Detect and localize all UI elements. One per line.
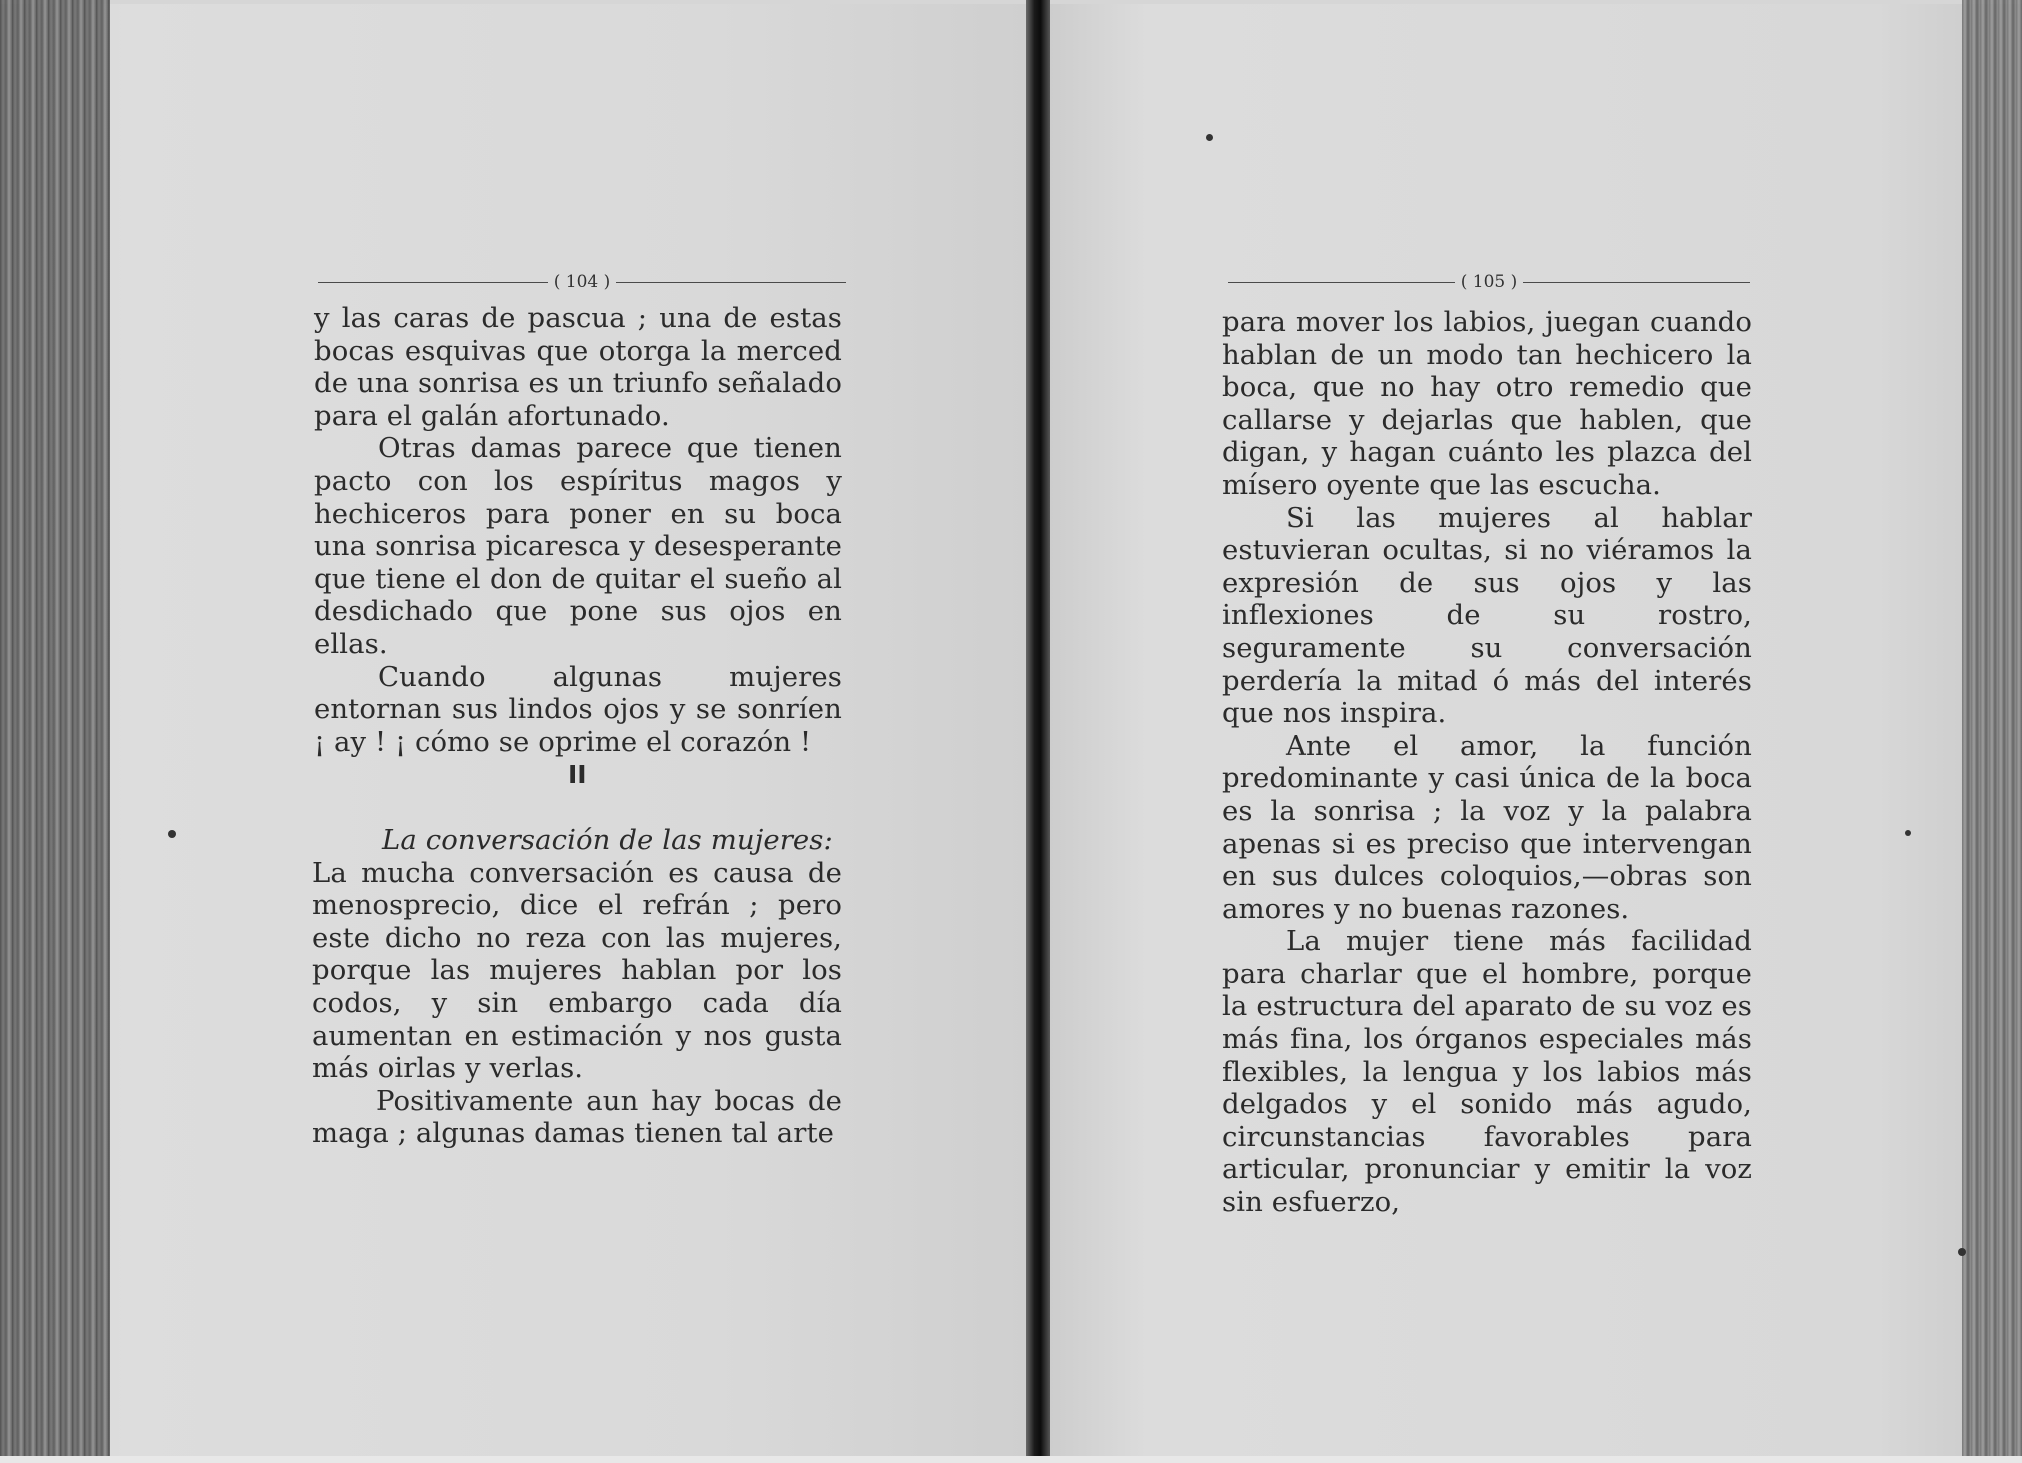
left-page-header: [318, 268, 846, 296]
left-page-section-body: [312, 824, 842, 1150]
header-rule: [1228, 282, 1455, 283]
right-page-header: [1228, 268, 1750, 296]
left-page-body: [314, 302, 842, 758]
page-number: ( 104 ): [553, 272, 611, 292]
book-gutter: [1026, 0, 1050, 1463]
paragraph: Ante el amor, la función predominante y casi única de la boca es la sonrisa ; la voz y la palabra apenas si es preciso que intervengan en sus dulces coloquios,—obras son amores y no buenas razones.: [1222, 729, 1752, 925]
paragraph: Si las mujeres al hablar estuvieran ocultas, si no viéramos la expresión de sus ojos y las inflexiones de su rostro, seguramente su conversación perdería la mitad ó más del interés que nos inspira.: [1222, 501, 1752, 730]
paragraph: Otras damas parece que tienen pacto con los espíritus magos y hechiceros para poner en su boca una sonrisa picaresca y desesperante que tiene el don de quitar el sueño al desdichado que pone sus ojos en ellas.: [314, 432, 842, 660]
bottom-margin: [0, 1456, 2022, 1463]
paragraph: Positivamente aun hay bocas de maga ; algunas damas tienen tal arte: [312, 1084, 842, 1150]
print-speck: [1905, 830, 1911, 836]
print-speck: [168, 830, 176, 838]
paragraph: La mujer tiene más facilidad para charlar que el hombre, porque la estructura del aparato de su voz es más fina, los órganos especiales más flexibles, la lengua y los labios más delgados y el sonido más agudo, circunstancias favorables para articular, pronunciar y emitir la voz sin esfuerzo,: [1222, 925, 1752, 1219]
right-page-body: [1222, 306, 1752, 1219]
left-page-edges: [0, 0, 110, 1463]
paragraph: para mover los labios, juegan cuando hablan de un modo tan hechicero la boca, que no hay otro remedio que callarse y dejarlas que hablen, que digan, y hagan cuánto les plazca del mísero oyente que las escucha.: [1222, 306, 1752, 501]
section-number: II: [568, 760, 587, 789]
section-title: La conversación de las mujeres:: [382, 824, 833, 856]
paragraph: Cuando algunas mujeres entornan sus lindos ojos y se sonríen ¡ ay ! ¡ cómo se oprime el corazón !: [314, 660, 842, 758]
right-page-edges: [1962, 0, 2022, 1463]
header-rule: [1523, 282, 1750, 283]
print-speck: [1958, 1248, 1966, 1256]
header-rule: [318, 282, 548, 283]
paragraph: La mucha conversación es causa de menosprecio, dice el refrán ; pero este dicho no reza con las mujeres, porque las mujeres hablan por los codos, y sin embargo cada día aumentan en estimación y nos gusta más oirlas y verlas.: [312, 856, 842, 1085]
header-rule: [616, 282, 846, 283]
print-speck: [1206, 134, 1213, 141]
page-number: ( 105 ): [1460, 272, 1518, 292]
paragraph: y las caras de pascua ; una de estas bocas esquivas que otorga la merced de una sonrisa es un triunfo señalado para el galán afortunado.: [314, 302, 842, 432]
